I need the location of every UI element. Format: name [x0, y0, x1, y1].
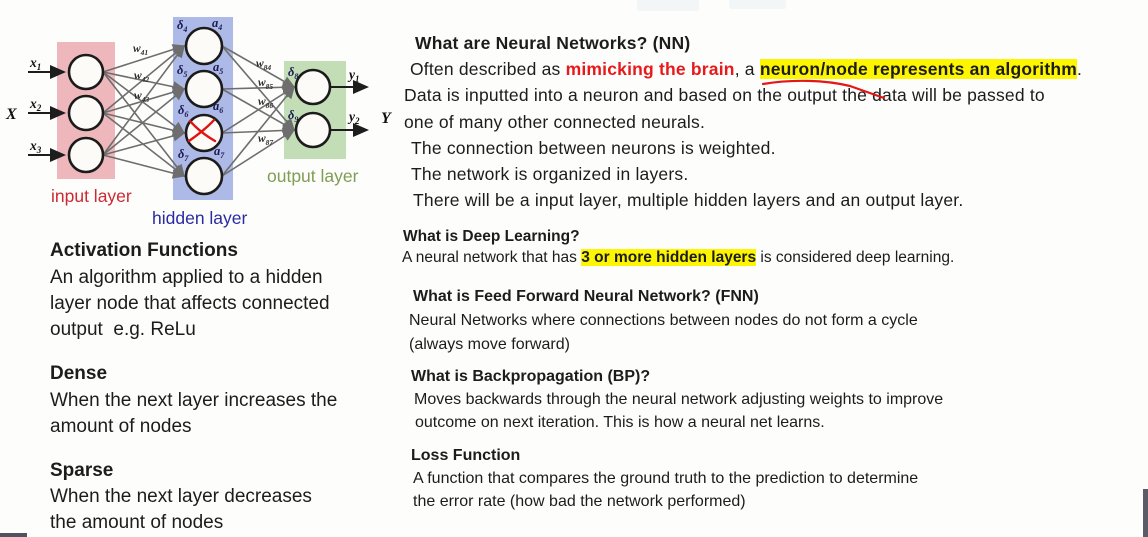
top-edge-artifact	[637, 0, 699, 11]
weight-w84-label: $w_{84}$	[256, 58, 272, 72]
nn-text: one of many other connected neurals.	[404, 112, 705, 132]
input-node-2	[69, 96, 103, 130]
sparse-heading: Sparse	[50, 460, 114, 481]
output-y2-label: $y_2$	[349, 109, 360, 126]
loss-function-text: the error rate (how bad the network performed)	[413, 493, 746, 510]
red-pen-annotation	[755, 72, 900, 107]
hidden-node5-a-label: $a_5$	[213, 60, 224, 76]
activation-functions-text: An algorithm applied to a hidden	[50, 267, 323, 288]
output-node-9	[296, 113, 330, 147]
scrollbar-thumb[interactable]	[1143, 489, 1148, 537]
sparse-text: the amount of nodes	[50, 512, 224, 533]
deep-learning-text: is considered deep learning.	[756, 249, 955, 266]
x-input-label: X	[6, 106, 17, 123]
top-edge-artifact	[729, 0, 786, 9]
activation-functions-heading: Activation Functions	[50, 240, 238, 261]
deep-learning-text-rich	[402, 249, 954, 268]
deep-learning-heading: What is Deep Learning?	[403, 228, 580, 245]
input-x1-label: $x_1$	[30, 55, 42, 72]
hidden-node-7	[186, 158, 222, 194]
output-node9-delta-label: $\delta_9$	[288, 108, 299, 124]
nn-red-emphasis: mimicking the brain	[565, 59, 735, 79]
hidden-node7-delta-label: $\delta_7$	[178, 147, 189, 163]
neural-network-diagram	[0, 0, 400, 232]
weight-w85-label: $w_{85}$	[258, 77, 274, 91]
bottom-edge-artifact	[0, 533, 27, 537]
input-node-3	[69, 138, 103, 172]
dense-text: When the next layer increases the	[50, 390, 338, 411]
hidden-node4-a-label: $a_4$	[212, 16, 223, 32]
hidden-node-4	[186, 28, 222, 64]
bp-text: Moves backwards through the neural network adjusting weights to improve	[414, 391, 944, 408]
dense-heading: Dense	[50, 363, 108, 384]
weight-w42-label: $w_{42}$	[134, 70, 150, 84]
dense-text: amount of nodes	[50, 416, 192, 437]
deep-learning-text: A neural network that has	[402, 249, 582, 266]
nn-text: .	[1077, 59, 1083, 79]
hidden-node7-a-label: $a_7$	[214, 144, 225, 160]
nn-text: Often described as	[410, 59, 566, 79]
input-layer-caption: input layer	[51, 186, 132, 206]
weight-w87-label: $w_{87}$	[258, 133, 274, 147]
y-output-label: Y	[381, 110, 391, 127]
input-node-1	[69, 55, 103, 89]
weight-w41-label: $w_{41}$	[133, 43, 149, 57]
nn-text: , a	[734, 59, 760, 79]
nn-heading: What are Neural Networks? (NN)	[415, 33, 691, 53]
nn-text: The connection between neurons is weighted.	[411, 138, 776, 158]
hidden-node4-delta-label: $\delta_4$	[177, 18, 188, 34]
activation-functions-text: output e.g. ReLu	[50, 319, 196, 340]
output-node-8	[296, 70, 330, 104]
weight-w86-label: $w_{86}$	[258, 96, 274, 110]
deep-learning-highlight: 3 or more hidden layers	[581, 249, 757, 266]
input-x3-label: $x_3$	[30, 138, 42, 155]
input-x2-label: $x_2$	[30, 96, 42, 113]
loss-function-text: A function that compares the ground truth to the prediction to determine	[413, 470, 919, 487]
nn-text-rich	[410, 59, 1082, 80]
loss-function-heading: Loss Function	[411, 447, 521, 464]
hidden-layer-caption: hidden layer	[152, 208, 248, 228]
bp-text: outcome on next iteration. This is how a neural net learns.	[415, 414, 825, 431]
fnn-text: Neural Networks where connections between nodes do not form a cycle	[409, 312, 918, 329]
output-node8-delta-label: $\delta_8$	[288, 65, 299, 81]
nn-text: Data is inputted into a neuron and based on the output the data will be passed to	[404, 85, 1045, 105]
bp-heading: What is Backpropagation (BP)?	[411, 368, 651, 385]
hidden-node6-a-label: $a_6$	[213, 99, 224, 115]
output-y1-label: $y_1$	[349, 67, 360, 84]
weight-w43-label: $w_{43}$	[134, 90, 150, 104]
hidden-node5-delta-label: $\delta_5$	[177, 63, 188, 79]
nn-text: The network is organized in layers.	[411, 164, 689, 184]
fnn-heading: What is Feed Forward Neural Network? (FNN)	[413, 288, 759, 305]
activation-functions-text: layer node that affects connected	[50, 293, 330, 314]
fnn-text: (always move forward)	[409, 336, 570, 353]
sparse-text: When the next layer decreases	[50, 486, 312, 507]
hidden-node6-delta-label: $\delta_6$	[178, 103, 189, 119]
nn-text: There will be a input layer, multiple hidden layers and an output layer.	[413, 190, 964, 210]
nn-highlight: neuron/node represents an algorithm	[759, 59, 1078, 79]
output-layer-caption: output layer	[267, 166, 359, 186]
